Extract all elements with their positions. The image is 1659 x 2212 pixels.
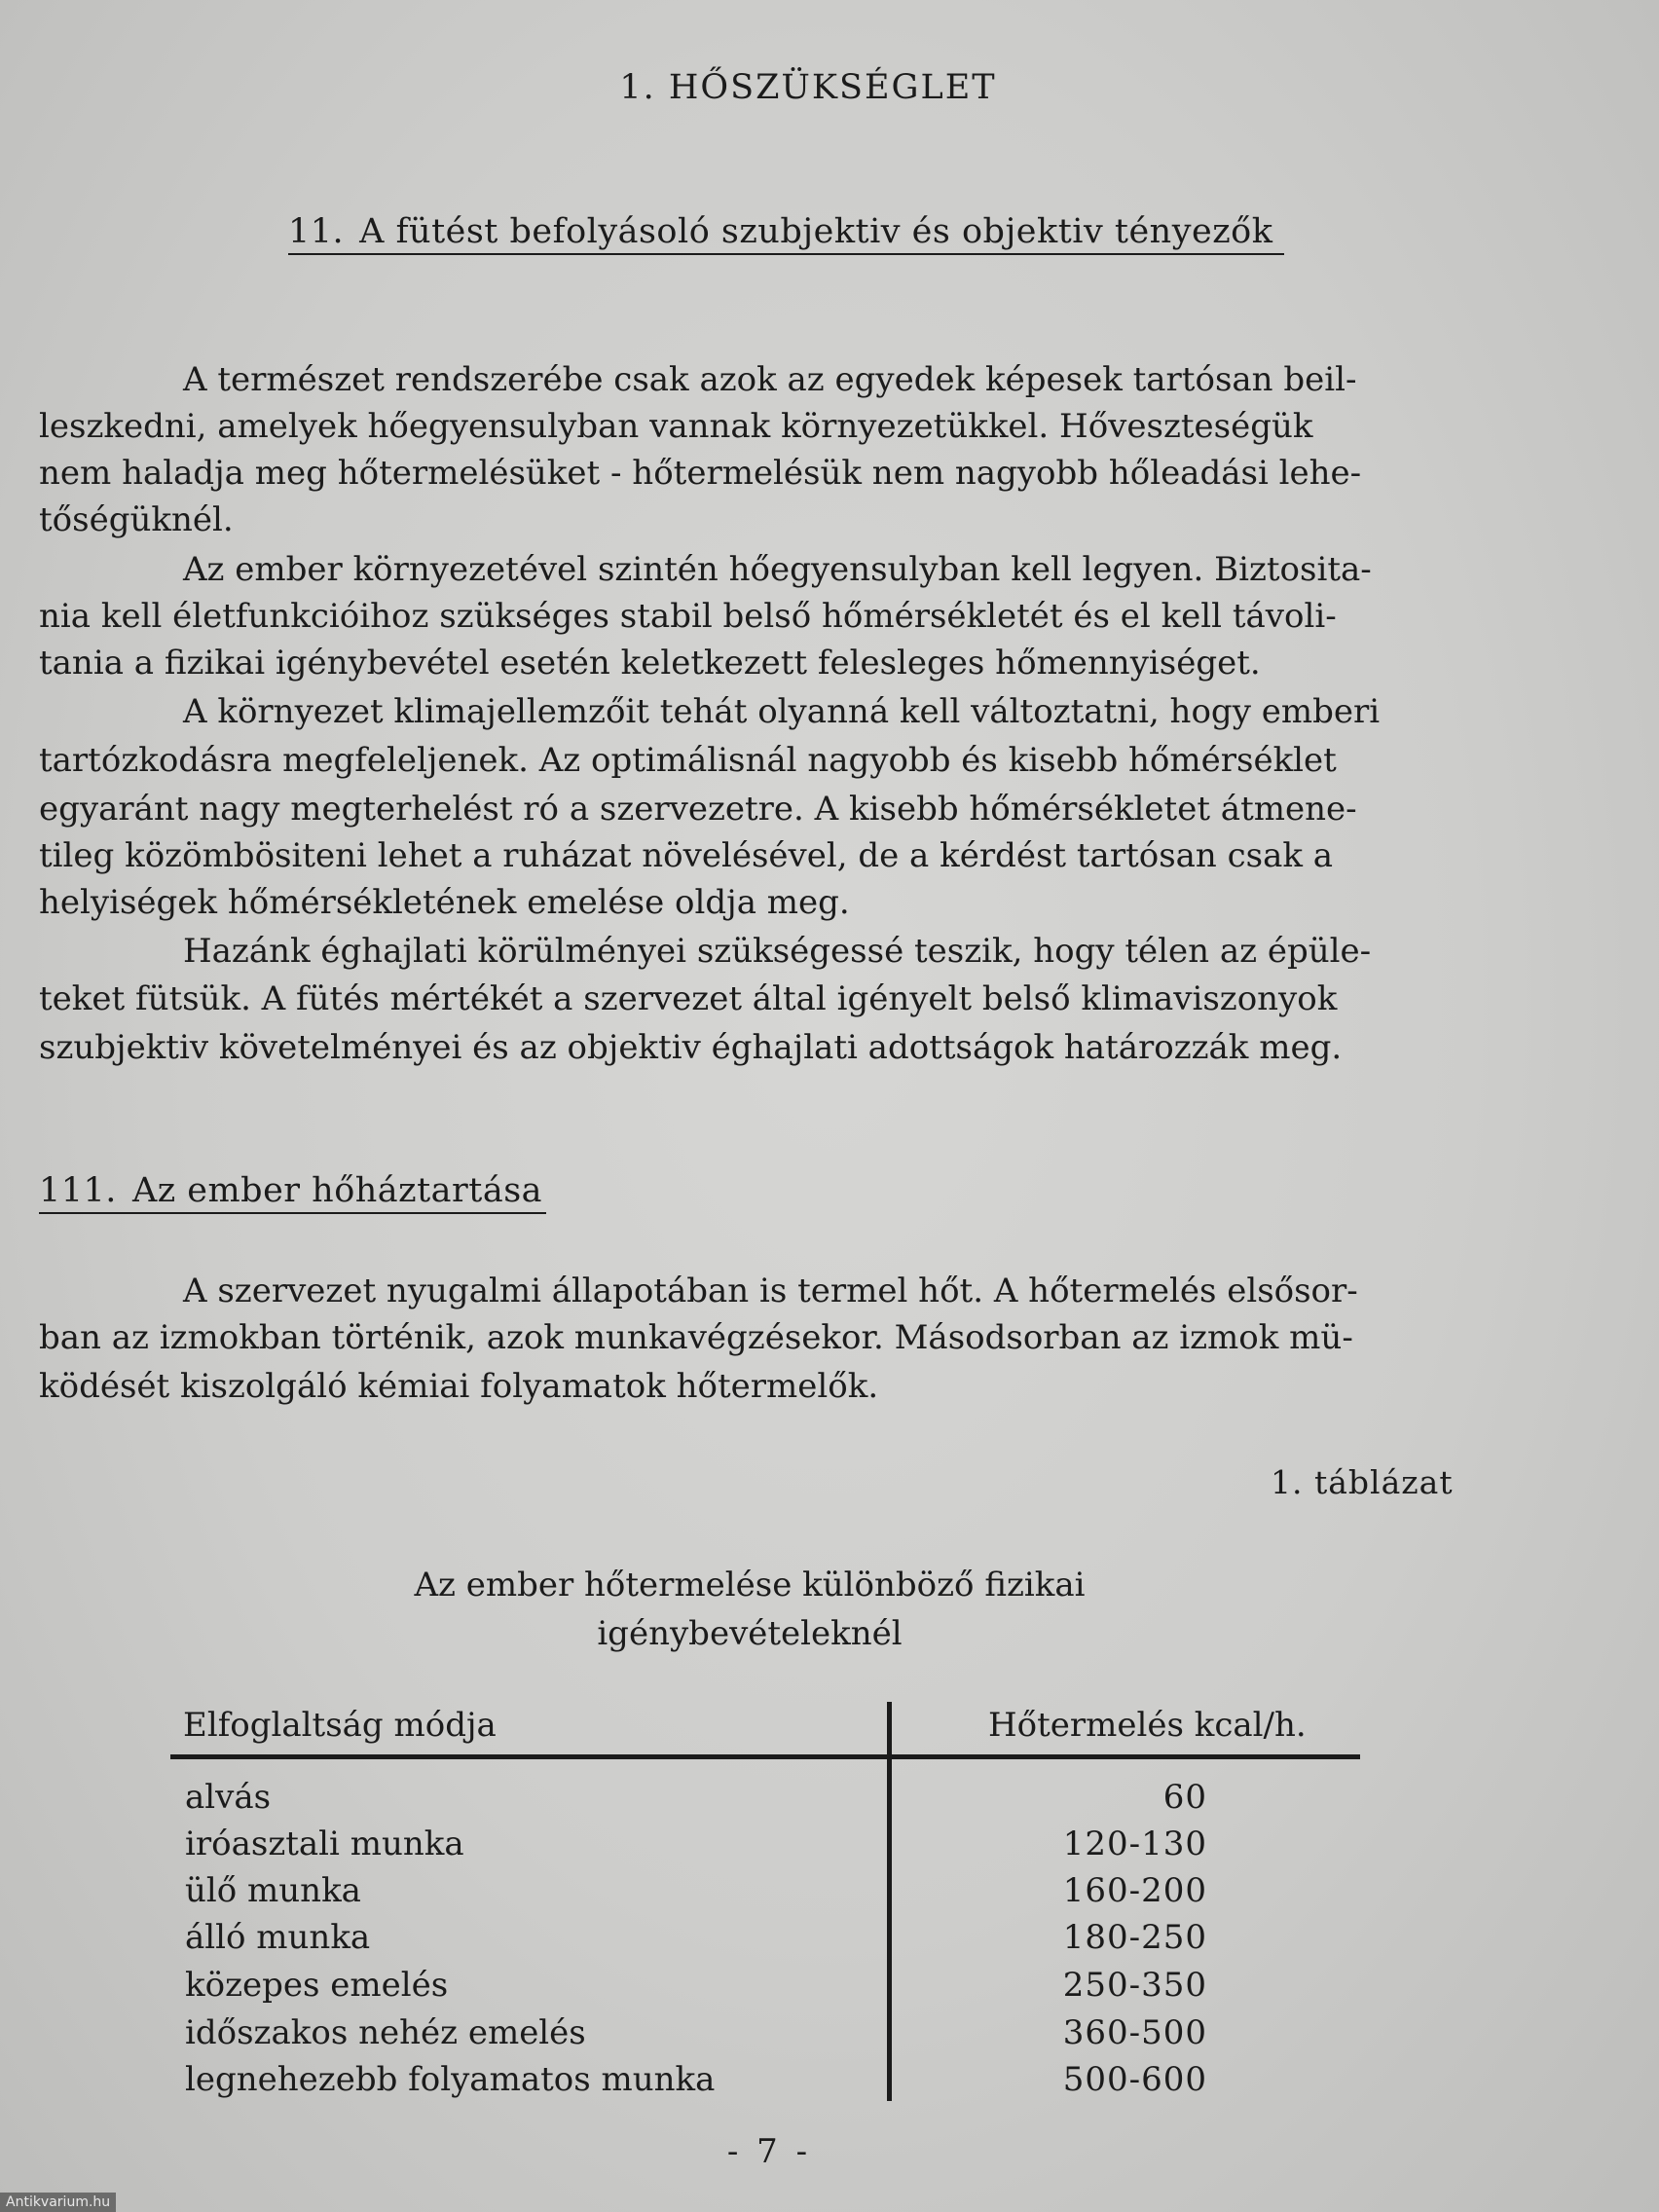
chapter-title-text: HŐSZÜKSÉGLET [668,68,997,107]
paragraph-line: ködését kiszolgáló kémiai folyamatok hőtermelők. [39,1367,879,1406]
table-cell-activity: alvás [185,1778,272,1817]
table-cell-heat: 60 [1162,1778,1207,1817]
table-cell-activity: közepes emelés [185,1966,449,2005]
paragraph-line: tileg közömbösiteni lehet a ruházat növelésével, de a kérdést tartósan csak a [39,836,1334,875]
section-number: 111. [39,1171,117,1210]
table-row [0,1778,1659,1825]
section-heading-11 [288,212,1284,255]
paragraph-line: helyiségek hőmérsékletének emelése oldja meg. [39,883,850,922]
paragraph-line: ban az izmokban történik, azok munkavégzésekor. Másodsorban az izmok mü- [39,1318,1353,1357]
table-header-heat: Hőtermelés kcal/h. [988,1706,1307,1745]
page-number: - 7 - [726,2132,812,2171]
paragraph-line: A környezet klimajellemzőit tehát olyanná kell változtatni, hogy emberi [183,692,1381,731]
paragraph-line: A szervezet nyugalmi állapotában is termel hőt. A hőtermelés elsősor- [183,1272,1358,1310]
paragraph-line: tartózkodásra megfeleljenek. Az optimálisnál nagyobb és kisebb hőmérséklet [39,741,1337,780]
table-caption: Az ember hőtermelése különböző fizikai [414,1566,1086,1604]
paragraph-line: Hazánk éghajlati körülményei szükségessé teszik, hogy télen az épüle- [183,932,1372,971]
table-cell-activity: ülő munka [185,1871,361,1910]
table-cell-activity: legnehezebb folyamatos munka [185,2060,716,2099]
paragraph-line: nem haladja meg hőtermelésüket - hőtermelésük nem nagyobb hőleadási lehe- [39,454,1362,493]
section-heading-111 [39,1171,546,1214]
paragraph-line: szubjektiv követelményei és az objektiv éghajlati adottságok határozzák meg. [39,1028,1343,1067]
paragraph-line: leszkedni, amelyek hőegyensulyban vannak környezetükkel. Hőveszteségük [39,407,1313,446]
paragraph-line: A természet rendszerébe csak azok az egyedek képesek tartósan beil- [183,360,1357,399]
table-cell-activity: iróasztali munka [185,1825,464,1863]
paragraph-line: Az ember környezetével szintén hőegyensulyban kell legyen. Biztosita- [183,550,1372,589]
table-cell-heat: 500-600 [1062,2060,1207,2099]
paragraph-line: egyaránt nagy megterhelést ró a szervezetre. A kisebb hőmérsékletet átmene- [39,790,1357,829]
table-row [0,1871,1659,1918]
paragraph-line: teket fütsük. A fütés mértékét a szervezet által igényelt belső klimaviszonyok [39,979,1338,1018]
table-row [0,1966,1659,2012]
table-caption: igénybevételeknél [597,1614,903,1653]
table-row [0,1825,1659,1871]
table-row [0,1918,1659,1965]
table-header-activity: Elfoglaltság módja [183,1706,497,1745]
table-cell-heat: 180-250 [1062,1918,1207,1957]
table-cell-heat: 360-500 [1062,2013,1207,2052]
table-row [0,2013,1659,2060]
table-header-rule [170,1754,1360,1759]
chapter-number: 1. [619,68,656,107]
chapter-title [0,68,1616,107]
paragraph-line: nia kell életfunkcióihoz szükséges stabil belső hőmérsékletét és el kell távoli- [39,597,1337,636]
table-cell-activity: álló munka [185,1918,371,1957]
section-number: 11. [288,212,345,251]
table-cell-heat: 120-130 [1062,1825,1207,1863]
table-number-label: 1. táblázat [1271,1463,1454,1501]
paragraph-line: tőségüknél. [39,500,234,539]
section-title: Az ember hőháztartása [131,1171,543,1210]
table-cell-heat: 160-200 [1062,1871,1207,1910]
table-cell-activity: időszakos nehéz emelés [185,2013,586,2052]
table-cell-heat: 250-350 [1062,1966,1207,2005]
paragraph-line: tania a fizikai igénybevétel esetén keletkezett felesleges hőmennyiséget. [39,644,1261,682]
section-title: A fütést befolyásoló szubjektiv és objektiv tényezők [359,212,1273,251]
watermark: Antikvarium.hu [0,2193,116,2212]
table-row [0,2060,1659,2107]
